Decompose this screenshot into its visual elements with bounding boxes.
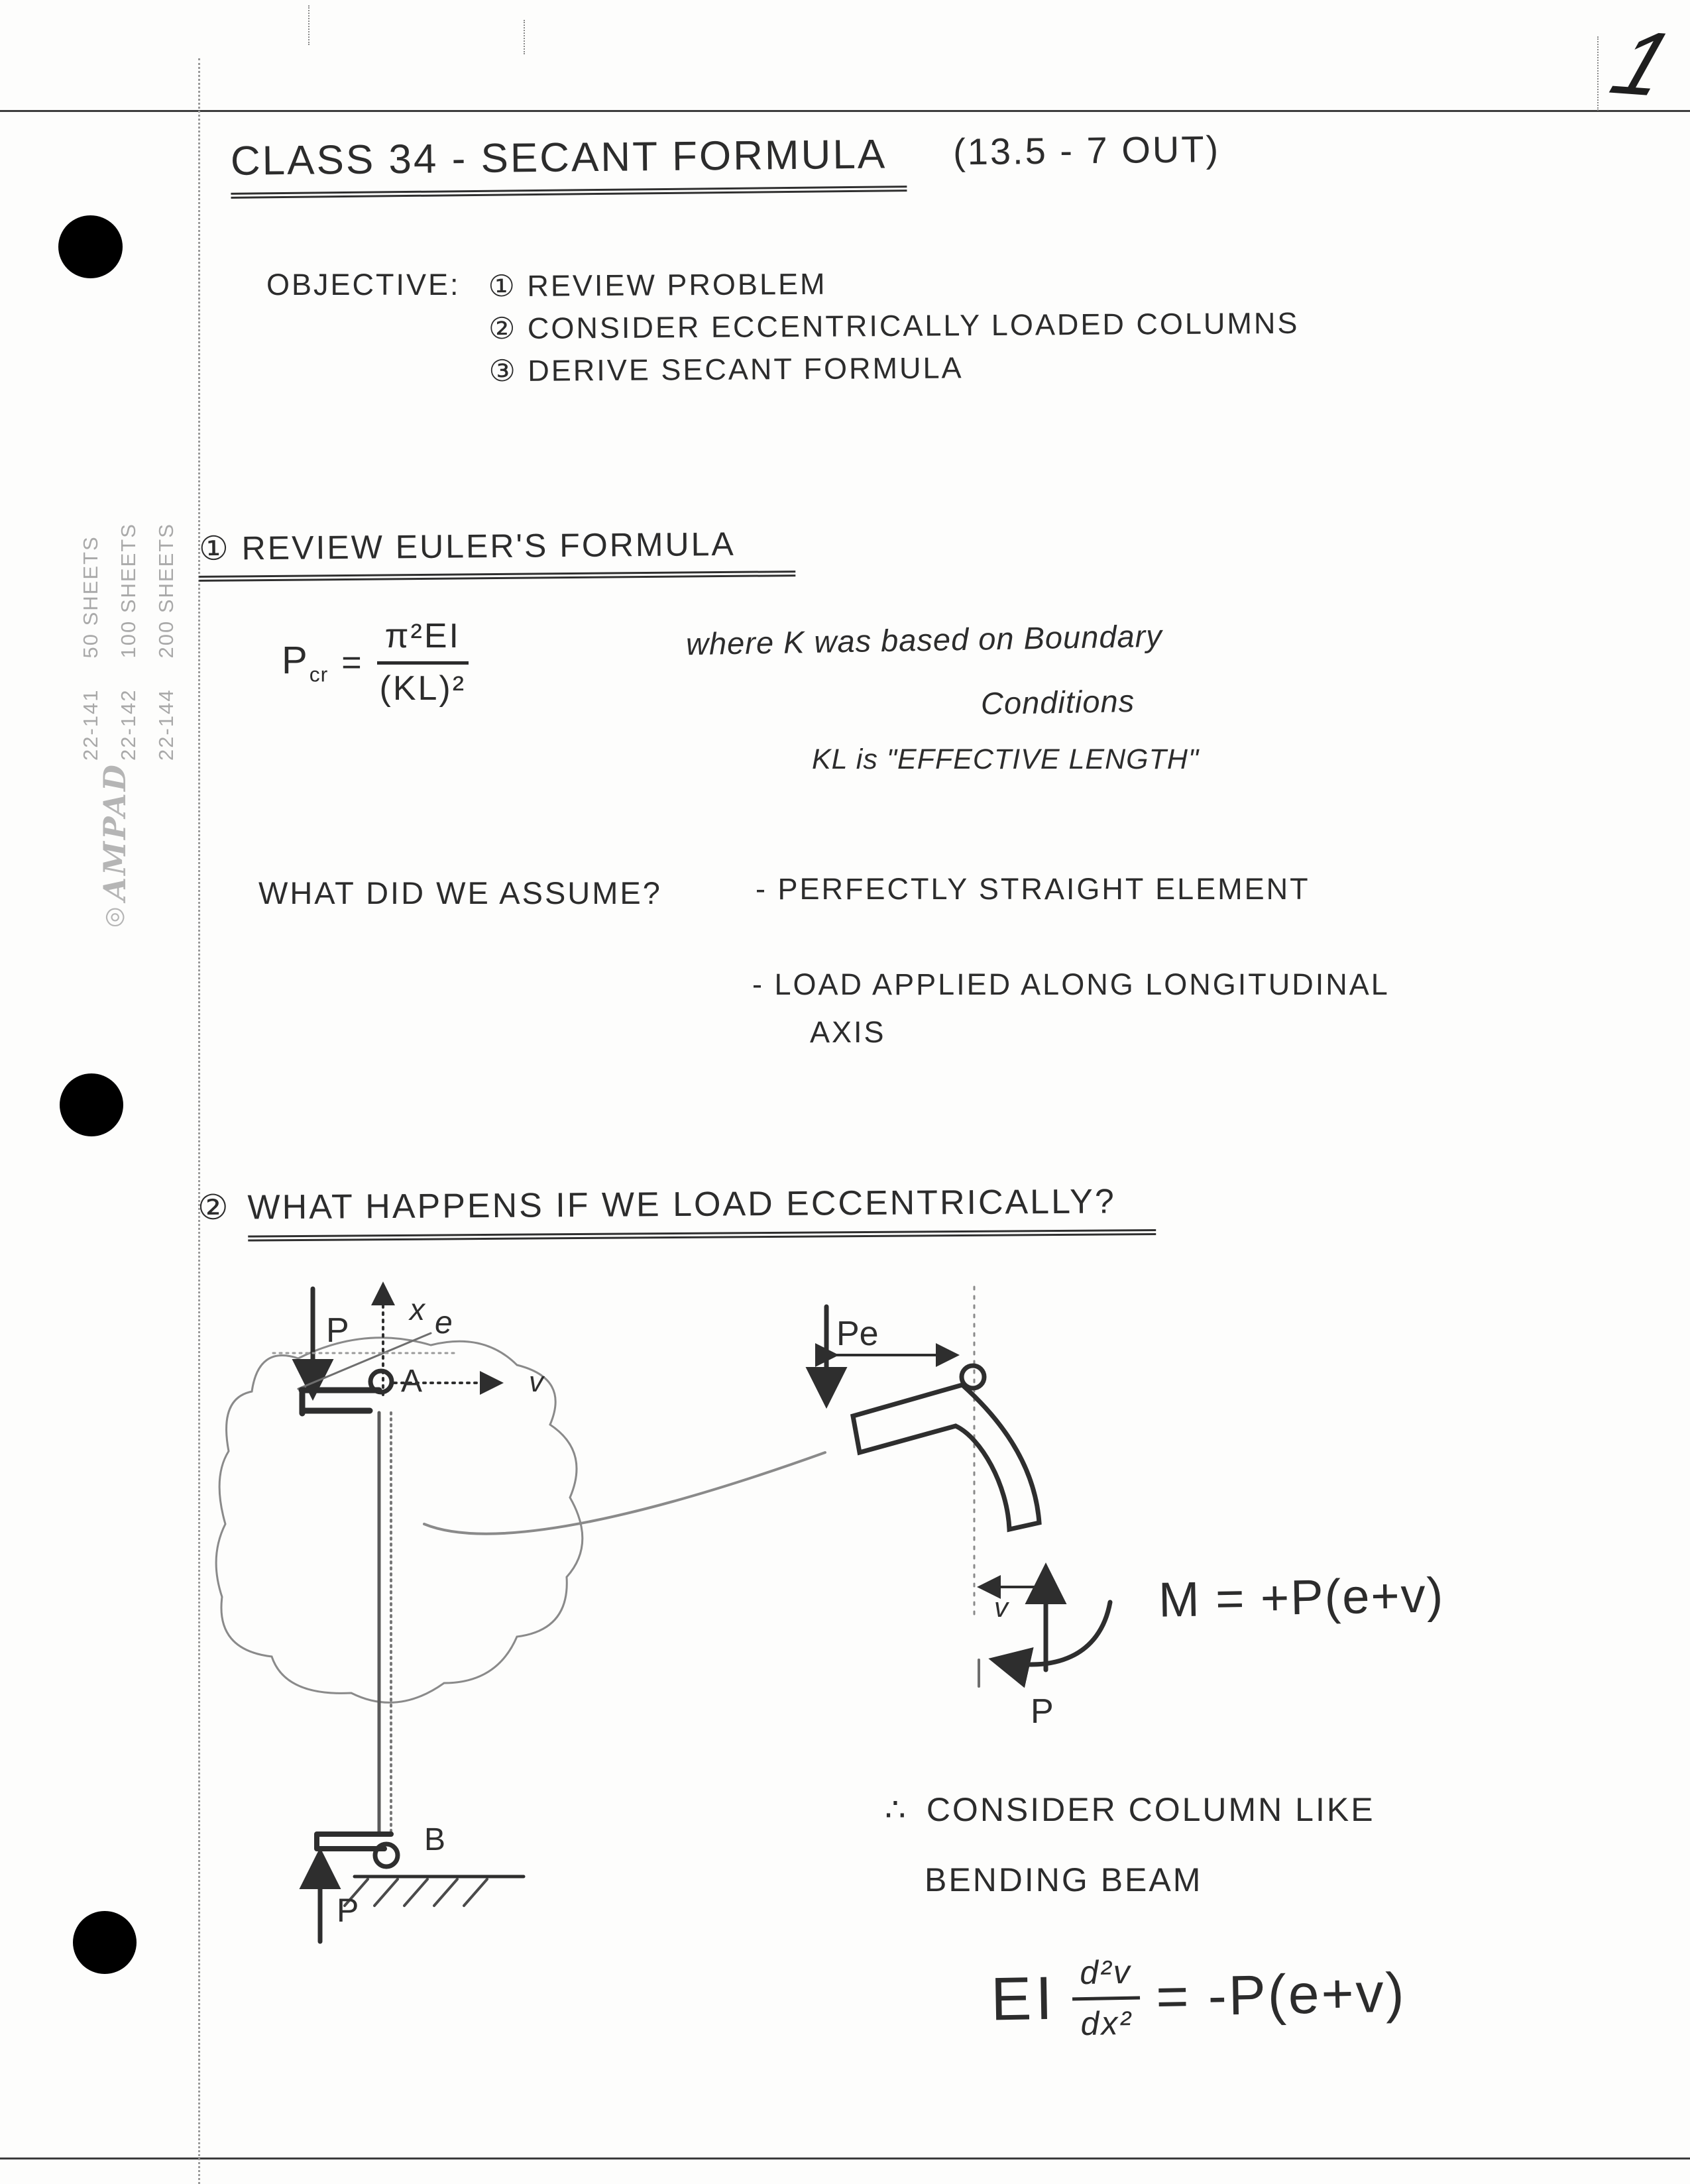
assume-question: WHAT DID WE ASSUME? (258, 875, 662, 910)
joint-a-label: A (401, 1364, 423, 1399)
objective-item (488, 302, 1300, 351)
v-dimension-label: v (994, 1592, 1008, 1623)
item-text: DERIVE SECANT FORMULA (528, 351, 964, 388)
item-number: ① (488, 268, 518, 303)
item-text: CONSIDER ECCENTRICALLY LOADED COLUMNS (527, 305, 1300, 345)
objective-item (488, 260, 1299, 308)
stock-line (147, 456, 185, 761)
reaction-label-bottom: P (337, 1892, 359, 1929)
where-note-line2: Conditions (980, 682, 1135, 722)
formula-subscript: cr (309, 662, 329, 686)
formula-lhs: $P_{cr}$ (282, 638, 329, 686)
right-deflected-diagram (826, 1287, 1110, 1731)
bottom-rule (0, 2157, 1690, 2159)
therefore-symbol: ∴ (885, 1791, 908, 1828)
left-column-diagram (216, 1287, 825, 1941)
conclusion-row-1 (885, 1790, 1375, 1829)
section2-number: ② (197, 1188, 231, 1228)
load-label-top: P (326, 1311, 349, 1350)
stock-code: 22-141 (79, 688, 102, 761)
top-tick-1 (308, 5, 310, 45)
zoom-connector-curve (424, 1452, 825, 1534)
hole-punch-top (58, 215, 123, 278)
load-label-pe: Pe (836, 1315, 879, 1353)
section2-heading-row (197, 1181, 1156, 1242)
v-axis-label: v (529, 1366, 543, 1398)
stock-line (72, 456, 109, 761)
conclusion-line-2: BENDING BEAM (925, 1861, 1203, 1898)
page-number: 1 (1599, 11, 1685, 115)
page-title-suffix: (13.5 - 7 OUT) (952, 128, 1221, 173)
cloud-outline (216, 1338, 583, 1703)
section1-heading: ① REVIEW EULER'S FORMULA (199, 524, 795, 582)
ampad-brand-logo (97, 729, 133, 928)
ground-hatching (345, 1879, 487, 1906)
top-rule (0, 110, 1690, 112)
eq-lhs: EI (990, 1964, 1057, 2034)
stock-line (109, 456, 147, 761)
bent-beam-outline (853, 1385, 1039, 1529)
objective-item (488, 345, 1300, 393)
moment-arc-arrow (997, 1602, 1110, 1665)
title-row (231, 127, 1221, 199)
item-text: REVIEW PROBLEM (527, 266, 827, 303)
where-note-line1: where K was based on Boundary (685, 618, 1163, 662)
assume-item-2: - LOAD APPLIED ALONG LONGITUDINAL (752, 967, 1390, 1001)
effective-length-note: KL is "EFFECTIVE LENGTH" (812, 743, 1200, 775)
page-title: CLASS 34 - SECANT FORMULA (231, 131, 907, 199)
item-number: ③ (488, 353, 518, 388)
eq-rhs: = -P(e+v) (1155, 1961, 1407, 2028)
hole-punch-bottom (73, 1911, 137, 1974)
conclusion-line-1: CONSIDER COLUMN LIKE (926, 1791, 1375, 1828)
eccentricity-label: e (435, 1305, 453, 1340)
top-tick-2 (524, 20, 525, 54)
section2-heading: WHAT HAPPENS IF WE LOAD ECCENTRICALLY? (247, 1181, 1156, 1242)
objective-label: OBJECTIVE: (266, 268, 461, 301)
stock-sheets: 200 SHEETS (154, 523, 178, 659)
formula-fraction (377, 616, 469, 708)
top-tick-3 (1597, 36, 1599, 111)
moment-equation: M = +P(e+v) (1158, 1567, 1445, 1627)
fraction-denominator: (KL)² (379, 669, 467, 708)
assume-item-1: - PERFECTLY STRAIGHT ELEMENT (756, 872, 1310, 906)
fraction-numerator: π²EI (377, 616, 469, 665)
stock-code: 22-144 (154, 688, 178, 761)
assume-item-2-cont: AXIS (810, 1015, 886, 1049)
brand-name: AMPAD (97, 763, 133, 901)
joint-b-label: B (424, 1822, 446, 1857)
ampad-logo-mark-icon: ◎ (99, 904, 127, 928)
equals-sign: = (341, 643, 364, 682)
stock-sheets: 50 SHEETS (79, 535, 102, 659)
stock-sheets: 100 SHEETS (117, 523, 140, 659)
item-number: ② (488, 311, 518, 346)
euler-formula (282, 616, 469, 708)
stock-code: 22-142 (117, 688, 140, 761)
derivative-numerator: d²v (1072, 1953, 1141, 2001)
margin-stock-listing (72, 456, 185, 761)
x-axis-label: x (410, 1292, 425, 1327)
hole-punch-middle (60, 1073, 123, 1136)
eq-derivative-fraction (1072, 1953, 1141, 2044)
derivative-denominator: dx² (1080, 2004, 1133, 2043)
objective-list (488, 260, 1300, 393)
p-reaction-label: P (1031, 1692, 1054, 1731)
governing-equation (990, 1948, 1407, 2045)
